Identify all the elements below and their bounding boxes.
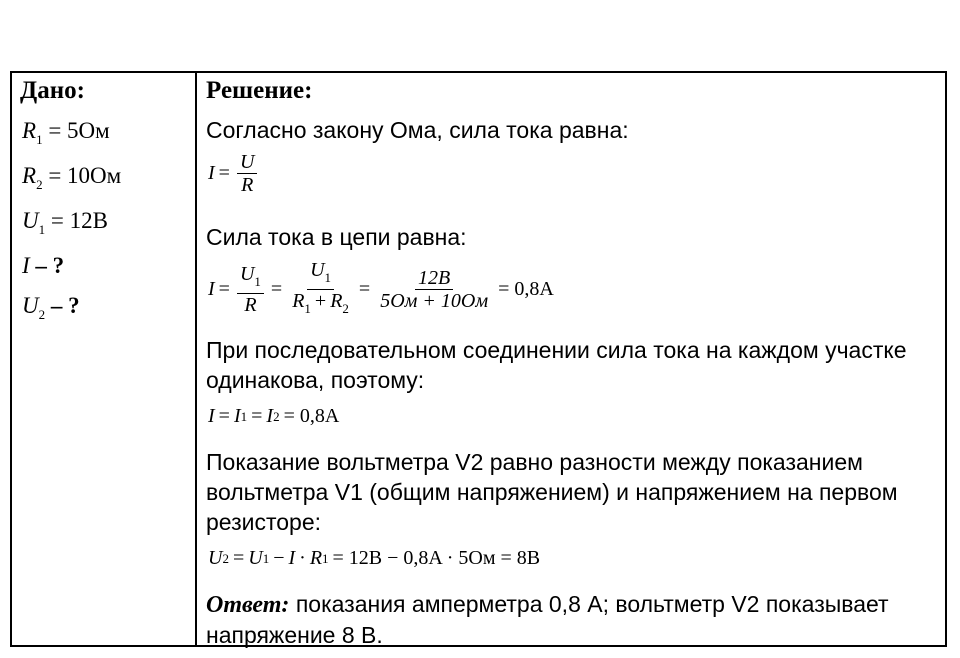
given-header: Дано: bbox=[20, 77, 85, 104]
u2-sub: 2 bbox=[38, 307, 46, 322]
solution-table bbox=[10, 71, 947, 647]
f4-eq: = bbox=[232, 547, 245, 569]
f4-i: I bbox=[288, 547, 296, 569]
f4-r1: R bbox=[309, 547, 323, 569]
solution-paragraph-2: Сила тока в цепи равна: bbox=[206, 224, 467, 250]
u1-symbol: U bbox=[22, 208, 39, 233]
f3-i1: I bbox=[233, 405, 241, 427]
f3-result: = 0,8A bbox=[283, 405, 340, 427]
f3-eq1: = bbox=[218, 405, 230, 427]
f2-a-den: R bbox=[244, 294, 257, 316]
f2-frac-a bbox=[237, 263, 264, 316]
formula-series-current bbox=[208, 405, 343, 428]
given-r1 bbox=[22, 118, 110, 148]
f2-frac-c bbox=[377, 267, 491, 312]
f3-i: I bbox=[208, 405, 215, 427]
r2-sub: 2 bbox=[36, 177, 43, 192]
solution-header: Решение: bbox=[206, 77, 313, 104]
f2-b-den: $R_1 + R_2$ bbox=[292, 290, 349, 316]
i-symbol: I bbox=[22, 253, 30, 278]
u1-sub: 1 bbox=[38, 222, 46, 237]
f2-a-num: $U_1$ bbox=[237, 263, 264, 294]
f2-eq3: = bbox=[358, 278, 371, 300]
f1-num: U bbox=[237, 151, 257, 174]
solution-paragraph-4: Показание вольтметра V2 равно разности между показанием вольтметра V1 (общим напряжением) и напряжением на первом резисторе: bbox=[206, 449, 898, 535]
u1-value: = 12B bbox=[50, 208, 108, 233]
f1-den: R bbox=[241, 174, 254, 196]
r1-sub: 1 bbox=[36, 132, 43, 147]
f4-r1-sub: 1 bbox=[322, 550, 329, 566]
f2-b-num: $U_1$ bbox=[307, 259, 334, 290]
f2-c-num: 12B bbox=[415, 267, 453, 290]
f2-eq1: = bbox=[218, 278, 230, 300]
f3-i1-sub: 1 bbox=[240, 408, 248, 424]
answer bbox=[206, 589, 926, 650]
r2-value: = 10Ом bbox=[48, 163, 122, 188]
r1-symbol: R bbox=[22, 118, 37, 143]
f2-result: = 0,8A bbox=[498, 278, 554, 300]
u2-symbol: U bbox=[22, 293, 39, 318]
f3-i2: I bbox=[266, 405, 274, 427]
solution-paragraph-1: Согласно закону Ома, сила тока равна: bbox=[206, 117, 629, 143]
f4-minus: − bbox=[273, 547, 285, 569]
formula-voltage bbox=[208, 547, 544, 570]
f4-dot: · bbox=[299, 547, 306, 569]
given-r2 bbox=[22, 163, 121, 193]
r2-symbol: R bbox=[22, 163, 37, 188]
answer-label: Ответ: bbox=[206, 592, 290, 618]
given-u2-unknown bbox=[22, 293, 80, 323]
f3-eq2: = bbox=[251, 405, 263, 427]
f1-eq: = bbox=[218, 162, 230, 184]
f4-u1-sub: 1 bbox=[262, 550, 270, 566]
solution-paragraph-3: При последовательном соединении сила тока на каждом участке одинакова, поэтому: bbox=[206, 337, 907, 393]
formula-ohm-law bbox=[208, 151, 260, 196]
answer-text: показания амперметра 0,8 А; вольтметр V2 показывает напряжение 8 В. bbox=[206, 591, 889, 648]
r1-value: = 5Ом bbox=[48, 118, 110, 143]
f4-u1: U bbox=[248, 547, 263, 569]
f2-eq2: = bbox=[270, 278, 283, 300]
f2-frac-b bbox=[289, 259, 352, 320]
u2-question-mark: – ? bbox=[50, 293, 80, 318]
f4-result: = 12B − 0,8A · 5Ом = 8B bbox=[332, 547, 541, 569]
f4-u2-sub: 2 bbox=[222, 550, 229, 566]
f1-lhs: I bbox=[208, 162, 215, 184]
i-question-mark: – ? bbox=[35, 253, 65, 278]
formula-current bbox=[208, 259, 558, 320]
f2-lhs: I bbox=[208, 278, 215, 300]
f4-u2: U bbox=[208, 547, 223, 569]
f3-i2-sub: 2 bbox=[273, 408, 280, 424]
f2-c-den: 5Ом + 10Ом bbox=[380, 290, 489, 312]
f1-fraction bbox=[237, 151, 257, 196]
given-i-unknown bbox=[22, 253, 64, 279]
given-u1 bbox=[22, 208, 108, 238]
column-divider bbox=[195, 73, 197, 645]
